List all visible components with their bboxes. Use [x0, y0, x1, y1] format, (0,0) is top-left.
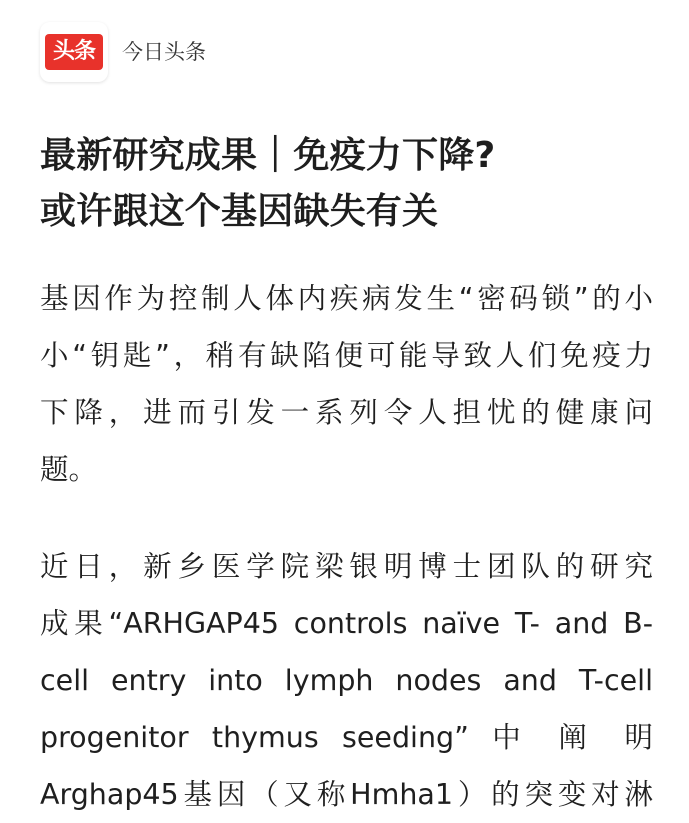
article-title-line: 或许跟这个基因缺失有关 — [40, 191, 439, 232]
paragraph-line: progenitor thymus seeding” 中 阐 明 — [40, 721, 653, 754]
toutiao-logo[interactable] — [40, 22, 108, 82]
paragraph-line: 下降，进而引发一系列令人担忧的健康问 — [40, 396, 653, 429]
article-paragraph — [40, 538, 653, 823]
paragraph-line: Arghap45基因（又称Hmha1）的突变对淋 — [40, 778, 653, 811]
paragraph-line: 成果“ARHGAP45 controls naïve T- and B- — [40, 607, 653, 640]
brand-name[interactable]: 今日头条 — [122, 40, 206, 64]
article-title-line: 最新研究成果｜免疫力下降? — [40, 135, 496, 176]
paragraph-line: 题。 — [40, 453, 98, 486]
paragraph-line: cell entry into lymph nodes and T-cell — [40, 664, 653, 697]
paragraph-line: 小“钥匙”，稍有缺陷便可能导致人们免疫力 — [40, 339, 653, 372]
app-header — [40, 22, 206, 82]
paragraph-line: 近日，新乡医学院梁银明博士团队的研究 — [40, 550, 653, 583]
paragraph-line: 基因作为控制人体内疾病发生“密码锁”的小 — [40, 282, 653, 315]
toutiao-logo-text: 头条 — [45, 34, 103, 70]
article-title — [40, 128, 657, 240]
article-paragraph — [40, 270, 653, 498]
